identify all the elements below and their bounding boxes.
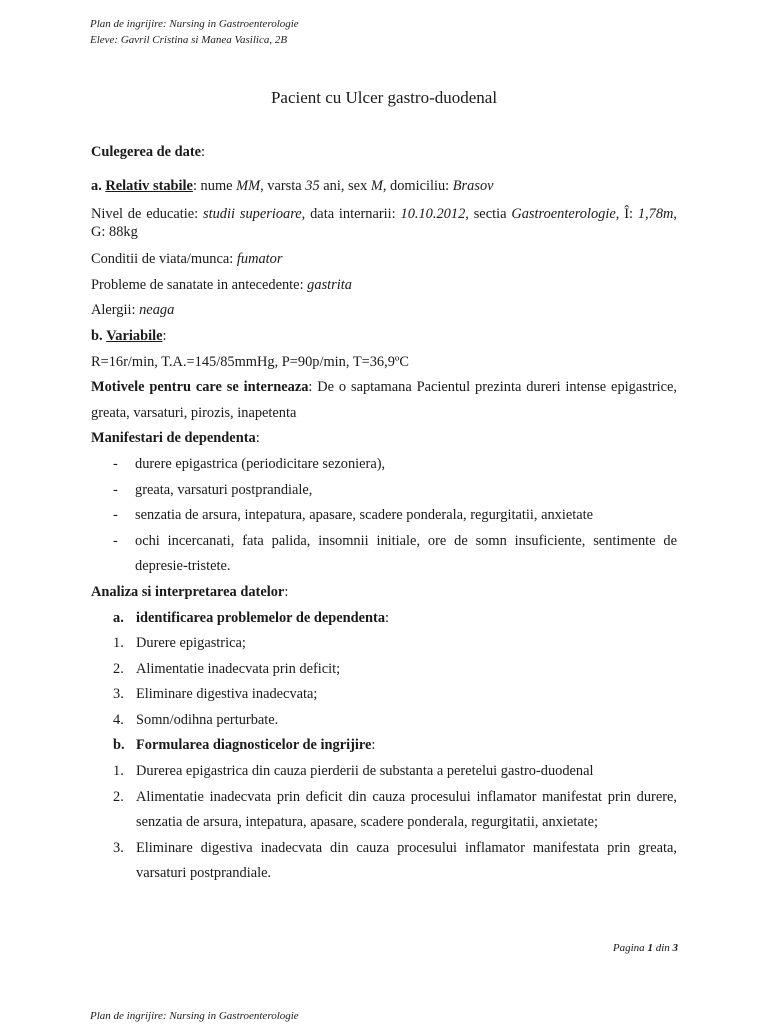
- educatie-line: Nivel de educatie: studii superioare, data internarii: 10.10.2012, sectia Gastroenterologie, Î: 1,78m, G: 88kg: [91, 206, 678, 241]
- list-item: 3. Eliminare digestiva inadecvata din cauza procesului inflamator manifestata prin greata, varsaturi postprandiale.: [113, 839, 677, 882]
- diagnostics-list: [91, 759, 677, 887]
- next-page-header: Plan de ingrijire: Nursing in Gastroenterologie: [90, 1010, 299, 1022]
- manifestari-heading: Manifestari de dependenta:: [91, 430, 260, 447]
- relativ-stabile-line: a. Relativ stabile: nume MM, varsta 35 ani, sex M, domiciliu: Brasov: [91, 177, 494, 194]
- motive-paragraph: Motivele pentru care se interneaza: De o saptamana Pacientul prezinta dureri intense epigastrice, greata, varsaturi, pirozis, inapetenta: [91, 379, 677, 421]
- conditii-line: Conditii de viata/munca: fumator: [91, 251, 283, 268]
- analiza-heading: Analiza si interpretarea datelor:: [91, 583, 289, 600]
- variabile-values: R=16r/min, T.A.=145/85mmHg, P=90p/min, T=36,9ºC: [91, 353, 409, 370]
- alergii-line: Alergii: neaga: [91, 302, 175, 319]
- list-item: 1. Durerea epigastrica din cauza pierderii de substanta a peretelui gastro-duodenal: [113, 763, 594, 780]
- list-item: - senzatia de arsura, intepatura, apasare, scadere ponderala, regurgitatii, anxietate: [113, 507, 593, 524]
- list-item: 1. Durere epigastrica;: [113, 635, 246, 652]
- list-item: 3. Eliminare digestiva inadecvata;: [113, 686, 318, 703]
- page-number: Pagina 1 din 3: [612, 942, 678, 954]
- page-title: Pacient cu Ulcer gastro-duodenal: [270, 88, 498, 107]
- variabile-heading: b. Variabile:: [91, 327, 167, 344]
- document-body: [91, 140, 677, 887]
- list-item: - greata, varsaturi postprandiale,: [113, 481, 313, 498]
- list-item: 2. Alimentatie inadecvata prin deficit din cauza procesului inflamator manifestat prin durere, senzatia de arsura, intepatura, apasare, scadere ponderala, regurgitatii, anxietate;: [113, 788, 677, 831]
- list-item: 2. Alimentatie inadecvata prin deficit;: [113, 660, 341, 677]
- problems-list: [91, 631, 677, 733]
- list-item: 4. Somn/odihna perturbate.: [113, 711, 279, 728]
- list-item: - durere epigastrica (periodicitare sezoniera),: [113, 455, 386, 472]
- list-item: - ochi incercanati, fata palida, insomnii initiale, ore de somn insuficiente, sentimente de depresie-tristete.: [113, 532, 677, 575]
- section-culegerea: Culegerea de date:: [91, 144, 206, 160]
- probleme-line: Probleme de sanatate in antecedente: gastrita: [91, 276, 352, 293]
- identificare-heading: a. identificarea problemelor de dependenta:: [113, 609, 390, 626]
- manifestari-list: [91, 452, 677, 580]
- header-course: Plan de ingrijire: Nursing in Gastroenterologie: [90, 18, 299, 30]
- relativ-stabile-label: Relativ stabile: [105, 177, 193, 194]
- diagnostice-heading: b. Formularea diagnosticelor de ingrijire:: [113, 737, 376, 754]
- header-students: Eleve: Gavril Cristina si Manea Vasilica, 2B: [90, 34, 288, 46]
